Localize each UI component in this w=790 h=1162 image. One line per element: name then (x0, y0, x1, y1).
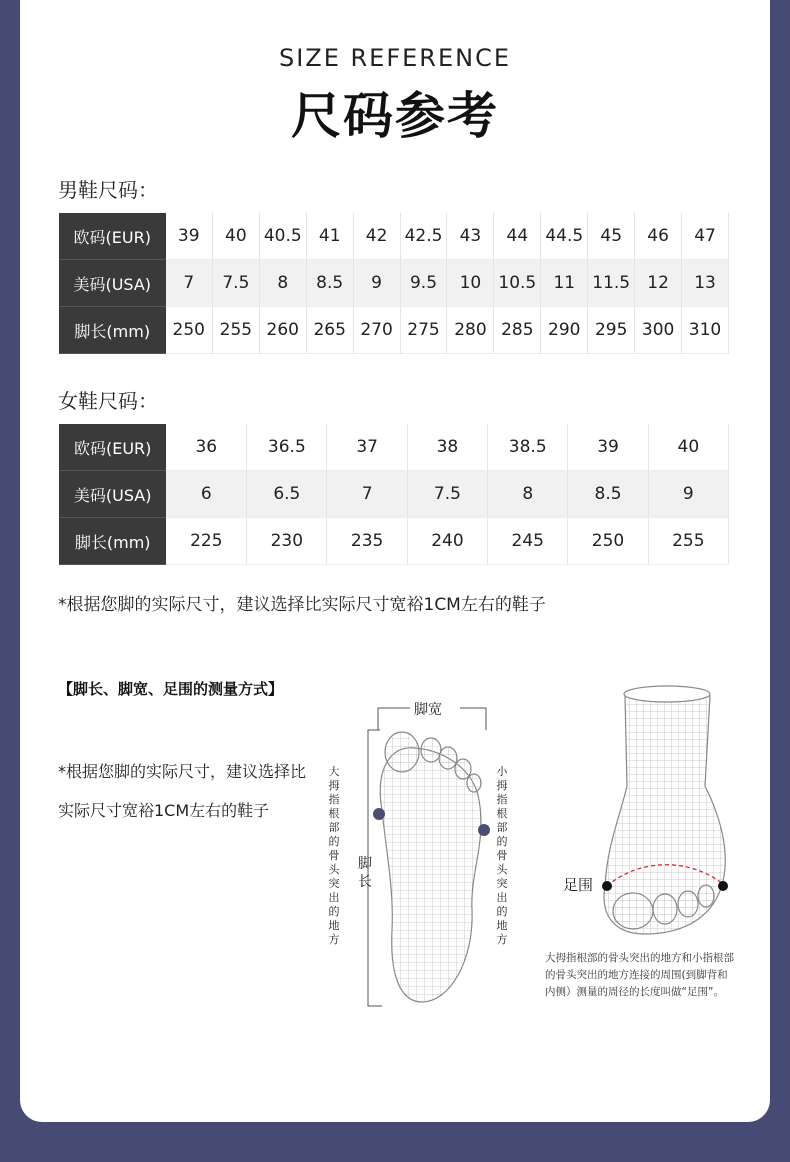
women-size-cell: 9 (648, 471, 728, 518)
women-size-row-header: 美码(USA) (59, 471, 166, 518)
women-size-row (59, 471, 729, 518)
women-size-cell: 37 (327, 424, 407, 471)
girth-caption: 大拇指根部的骨头突出的地方和小指根部的骨头突出的地方连接的周围(到脚背和内侧）测量的周径的长度叫做“足围”。 (545, 952, 734, 998)
men-size-cell: 12 (635, 260, 682, 307)
women-size-cell: 225 (166, 518, 246, 565)
size-advice-note: *根据您脚的实际尺寸，建议选择比实际尺寸宽裕1CM左右的鞋子 (58, 595, 546, 615)
women-size-row (59, 518, 729, 565)
women-size-cell: 38 (407, 424, 487, 471)
big-toe-bone-label: 大拇指根部的骨头突出的地方 (328, 765, 340, 946)
men-size-cell: 310 (682, 307, 729, 354)
men-size-cell: 280 (447, 307, 494, 354)
men-size-cell: 8 (259, 260, 306, 307)
men-size-cell: 42.5 (400, 213, 447, 260)
foot-girth-illustration (545, 676, 745, 946)
men-size-label: 男鞋尺码： (58, 178, 158, 202)
men-size-cell: 39 (166, 213, 213, 260)
men-size-cell: 44 (494, 213, 541, 260)
men-size-cell: 10 (447, 260, 494, 307)
men-size-cell: 8.5 (306, 260, 353, 307)
measure-advice-note: *根据您脚的实际尺寸，建议选择比实际尺寸宽裕1CM左右的鞋子 (58, 762, 307, 820)
men-size-cell: 13 (682, 260, 729, 307)
men-size-cell: 260 (259, 307, 306, 354)
men-size-cell: 285 (494, 307, 541, 354)
women-size-cell: 6 (166, 471, 246, 518)
women-size-row-header: 脚长(mm) (59, 518, 166, 565)
men-size-cell: 9 (353, 260, 400, 307)
men-size-row (59, 260, 729, 307)
measure-method-title: 【脚长、脚宽、足围的测量方式】 (58, 680, 284, 698)
men-size-cell: 250 (166, 307, 213, 354)
women-size-cell: 7.5 (407, 471, 487, 518)
little-toe-bone-label: 小拇指根部的骨头突出的地方 (496, 765, 508, 946)
women-size-cell: 8.5 (568, 471, 648, 518)
women-size-cell: 240 (407, 518, 487, 565)
foot-girth-label: 足围 (563, 876, 594, 894)
men-size-cell: 300 (635, 307, 682, 354)
foot-length-label: 脚长 (358, 856, 372, 890)
men-size-cell: 41 (306, 213, 353, 260)
women-size-cell: 235 (327, 518, 407, 565)
men-size-cell: 40.5 (259, 213, 306, 260)
men-size-row-header: 脚长(mm) (59, 307, 166, 354)
men-size-cell: 47 (682, 213, 729, 260)
men-size-cell: 7.5 (212, 260, 259, 307)
men-size-row (59, 213, 729, 260)
men-size-row-header: 美码(USA) (59, 260, 166, 307)
women-size-cell: 36 (166, 424, 246, 471)
women-size-table (59, 424, 729, 565)
men-size-cell: 42 (353, 213, 400, 260)
men-size-row-header: 欧码(EUR) (59, 213, 166, 260)
men-size-cell: 11.5 (588, 260, 635, 307)
women-size-row (59, 424, 729, 471)
men-size-cell: 9.5 (400, 260, 447, 307)
women-size-row-header: 欧码(EUR) (59, 424, 166, 471)
men-size-cell: 46 (635, 213, 682, 260)
women-size-cell: 250 (568, 518, 648, 565)
women-size-cell: 6.5 (247, 471, 327, 518)
women-size-cell: 230 (247, 518, 327, 565)
women-size-cell: 7 (327, 471, 407, 518)
men-size-cell: 43 (447, 213, 494, 260)
title-english: SIZE REFERENCE (278, 44, 512, 72)
women-size-cell: 38.5 (488, 424, 568, 471)
foot-sole-illustration (320, 690, 520, 1020)
men-size-cell: 275 (400, 307, 447, 354)
women-size-label: 女鞋尺码： (58, 389, 158, 413)
women-size-cell: 39 (568, 424, 648, 471)
men-size-cell: 290 (541, 307, 588, 354)
women-size-cell: 245 (488, 518, 568, 565)
men-size-cell: 11 (541, 260, 588, 307)
women-size-cell: 255 (648, 518, 728, 565)
men-size-cell: 295 (588, 307, 635, 354)
women-size-cell: 8 (488, 471, 568, 518)
men-size-cell: 255 (212, 307, 259, 354)
men-size-cell: 7 (166, 260, 213, 307)
men-size-cell: 265 (306, 307, 353, 354)
women-size-cell: 40 (648, 424, 728, 471)
men-size-cell: 40 (212, 213, 259, 260)
women-size-cell: 36.5 (247, 424, 327, 471)
men-size-cell: 44.5 (541, 213, 588, 260)
men-size-row (59, 307, 729, 354)
men-size-cell: 10.5 (494, 260, 541, 307)
men-size-cell: 270 (353, 307, 400, 354)
title-chinese: 尺码参考 (291, 87, 499, 145)
foot-width-label: 脚宽 (414, 702, 442, 718)
men-size-table (59, 213, 729, 354)
men-size-cell: 45 (588, 213, 635, 260)
